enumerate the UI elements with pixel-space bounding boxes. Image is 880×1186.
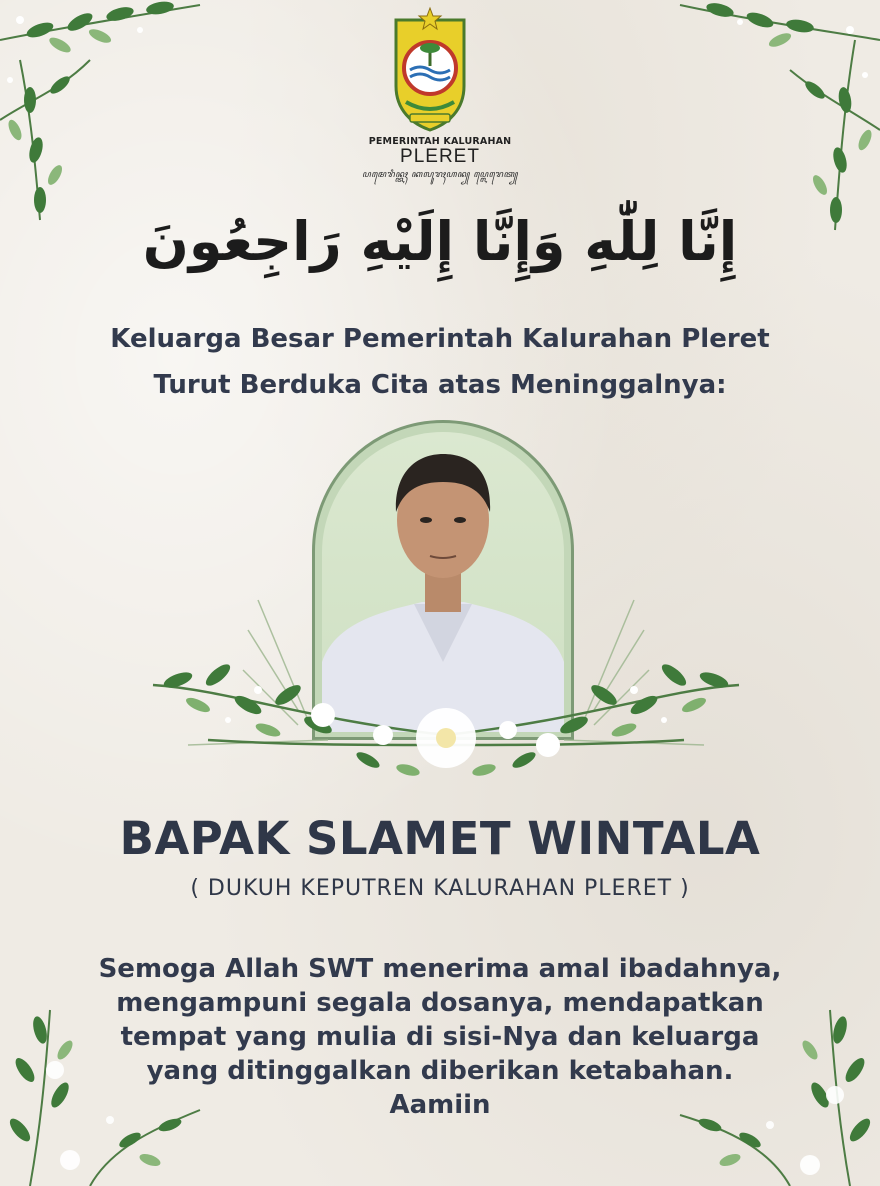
village-name: PLERET — [400, 146, 480, 167]
deceased-title: ( DUKUH KEPUTREN KALURAHAN PLERET ) — [190, 876, 690, 901]
intro-line-1: Keluarga Besar Pemerintah Kalurahan Pleret — [110, 324, 770, 354]
kalurahan-emblem-icon — [388, 6, 472, 132]
prayer-line: mengampuni segala dosanya, mendapatkan — [116, 988, 764, 1018]
prayer-line: tempat yang mulia di sisi-Nya dan keluarga — [120, 1022, 760, 1052]
javanese-script-text: ꦥꦩꦺꦫꦶꦤ꧀ꦠꦃ ꦏꦭꦸꦫꦃꦲꦤ꧀ ꦥ꧀ꦭꦺꦫꦺꦠ꧀ — [361, 170, 519, 180]
prayer-line: yang ditinggalkan diberikan ketabahan. — [146, 1056, 734, 1086]
istirja-calligraphy: إِنَّا لِلّٰهِ وَإِنَّا إِلَيْهِ رَاجِعُونَ — [142, 210, 738, 273]
prayer-line: Semoga Allah SWT menerima amal ibadahnya, — [98, 954, 782, 984]
government-label: PEMERINTAH KALURAHAN — [368, 136, 512, 147]
intro-line-2: Turut Berduka Cita atas Meninggalnya: — [153, 370, 727, 400]
prayer-text — [0, 952, 880, 1122]
floral-wreath — [148, 570, 744, 800]
deceased-name: BAPAK SLAMET WINTALA — [119, 812, 761, 865]
prayer-line-amen: Aamiin — [389, 1090, 491, 1120]
